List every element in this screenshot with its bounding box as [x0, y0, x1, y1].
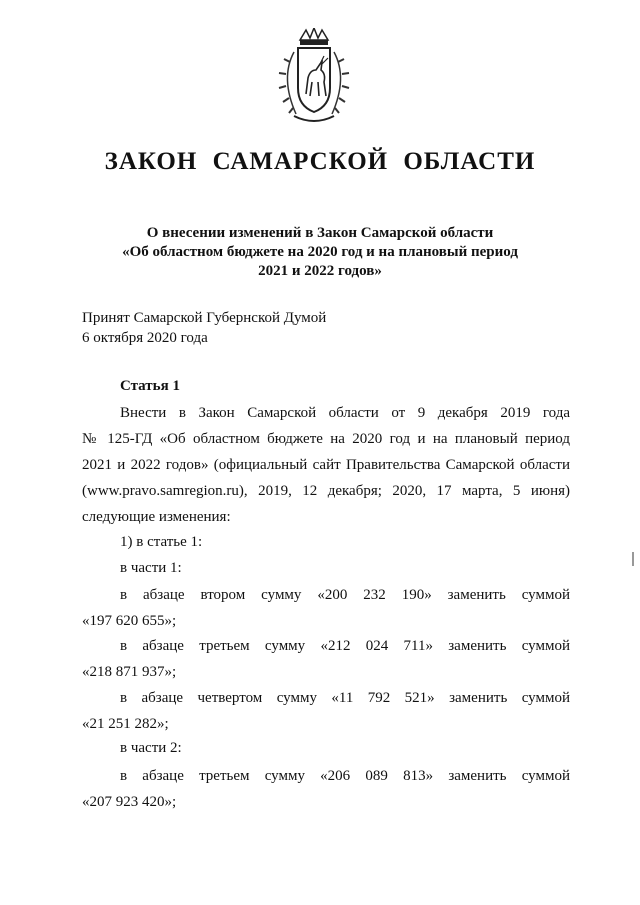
part-2-heading: в части 2: [120, 740, 182, 756]
adoption-date: 6 октября 2020 года [82, 330, 208, 346]
article-heading: Статья 1 [120, 378, 180, 394]
law-subtitle [60, 224, 580, 281]
part-1-para-b: в абзаце третьем сумму «212 024 711» заменить суммой [120, 638, 570, 654]
article-intro-line-4: (www.pravo.samregion.ru), 2019, 12 декабря; 2020, 17 марта, 5 июня) [82, 483, 570, 499]
part-1-para-c-cont: «21 251 282»; [82, 716, 169, 732]
article-intro-line-2: № 125-ГД «Об областном бюджете на 2020 год и на плановый период [82, 431, 570, 447]
subtitle-line: 2021 и 2022 годов» [258, 263, 382, 279]
article-intro-line-3: 2021 и 2022 годов» (официальный сайт Правительства Самарской области [82, 457, 570, 473]
article-intro-line-5: следующие изменения: [82, 509, 231, 525]
part-1-heading: в части 1: [120, 560, 182, 576]
part-1-para-b-cont: «218 871 937»; [82, 664, 177, 680]
part-1-para-c: в абзаце четвертом сумму «11 792 521» заменить суммой [120, 690, 570, 706]
subtitle-line: «Об областном бюджете на 2020 год и на плановый период [122, 244, 518, 260]
part-1-para-a-cont: «197 620 655»; [82, 613, 177, 629]
adoption-info [82, 308, 326, 348]
item-1: 1) в статье 1: [120, 534, 203, 550]
part-2-para-a: в абзаце третьем сумму «206 089 813» заменить суммой [120, 768, 570, 784]
part-2-para-a-cont: «207 923 420»; [82, 794, 177, 810]
law-title: ЗАКОН САМАРСКОЙ ОБЛАСТИ [104, 148, 536, 175]
article-intro-line-1: Внести в Закон Самарской области от 9 декабря 2019 года [120, 405, 570, 421]
scan-edge-mark [632, 552, 634, 566]
adoption-body: Принят Самарской Губернской Думой [82, 310, 327, 326]
samara-coat-of-arms-icon [272, 28, 356, 128]
part-1-para-a: в абзаце втором сумму «200 232 190» заменить суммой [120, 587, 570, 603]
subtitle-line: О внесении изменений в Закон Самарской области [146, 225, 494, 241]
